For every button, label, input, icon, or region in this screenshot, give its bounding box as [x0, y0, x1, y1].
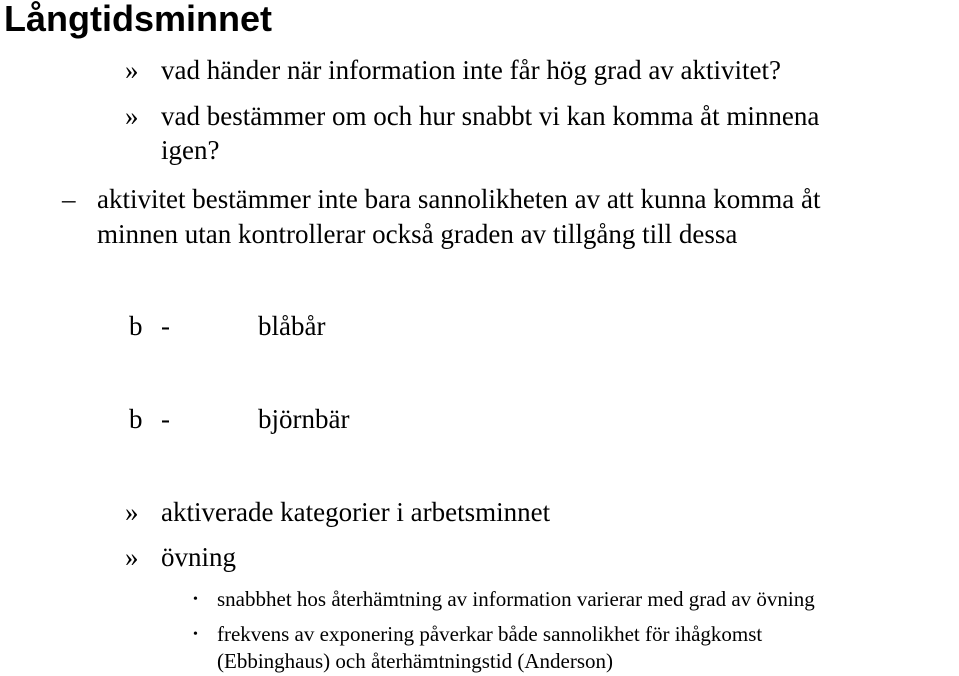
- bullet-marker: »: [125, 497, 139, 527]
- bullet-text: vad händer när information inte får hög grad av aktivitet?: [161, 55, 782, 85]
- sub-bullet-marker: •: [193, 592, 198, 607]
- bullet-item-categories: [125, 496, 550, 529]
- sub-bullet-item-speed: [193, 585, 815, 617]
- bullet-item-practice: [125, 541, 236, 574]
- bullet-item-q2: [125, 100, 819, 133]
- example-word-blabar: blåbår: [258, 311, 326, 341]
- sub-bullet-text: snabbhet hos återhämtning av information varierar med grad av övning: [217, 587, 815, 611]
- bullet-text: övning: [161, 542, 237, 572]
- bullet-marker: »: [125, 101, 139, 131]
- dash-marker: –: [62, 184, 76, 214]
- example-separator: -: [161, 404, 170, 434]
- slide-title: Långtidsminnet: [4, 0, 272, 39]
- example-letter: b: [129, 311, 143, 341]
- bullet-marker: »: [125, 542, 139, 572]
- bullet-text: aktiverade kategorier i arbetsminnet: [161, 497, 551, 527]
- example-letter: b: [129, 404, 143, 434]
- bullet-marker: »: [125, 55, 139, 85]
- sub-bullet-marker: •: [193, 627, 198, 642]
- bullet-item-q1: [125, 54, 781, 87]
- example-word-bjornbar: björnbär: [258, 404, 350, 434]
- sub-bullet-text-continued: (Ebbinghaus) och återhämtningstid (Anderson): [217, 649, 613, 673]
- bullet-text-continued: igen?: [161, 135, 220, 165]
- dash-text-line1: aktivitet bestämmer inte bara sannolikheten av att kunna komma åt: [97, 184, 821, 214]
- dash-text-line2: minnen utan kontrollerar också graden av tillgång till dessa: [97, 219, 738, 249]
- example-separator: -: [161, 311, 170, 341]
- bullet-text: vad bestämmer om och hur snabbt vi kan komma åt minnena: [161, 101, 820, 131]
- sub-bullet-text: frekvens av exponering påverkar både sannolikhet för ihågkomst: [217, 622, 763, 646]
